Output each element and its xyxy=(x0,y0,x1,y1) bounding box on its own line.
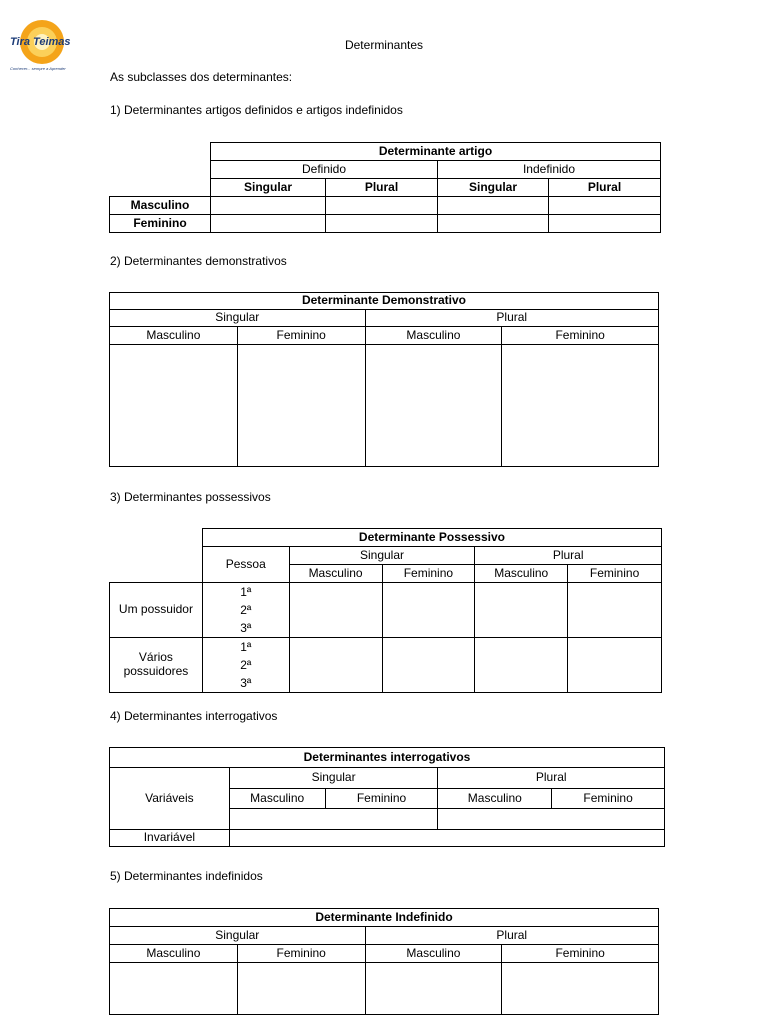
table-artigo xyxy=(109,142,661,233)
demonstrativo-header: Determinante Demonstrativo xyxy=(110,293,659,310)
cell xyxy=(110,963,238,1015)
cell xyxy=(438,809,665,830)
cell xyxy=(237,963,365,1015)
intro-text: As subclasses dos determinantes: xyxy=(110,70,293,84)
col-feminino: Feminino xyxy=(568,565,662,583)
col-masculino: Masculino xyxy=(475,565,568,583)
singular-header: Singular xyxy=(229,768,438,789)
cell xyxy=(229,830,664,847)
singular-header: Singular xyxy=(110,310,366,327)
plural-header: Plural xyxy=(475,547,662,565)
col-plural: Plural xyxy=(326,179,438,197)
plural-header: Plural xyxy=(438,768,665,789)
section-4-heading: 4) Determinantes interrogativos xyxy=(110,709,278,723)
page-title: Determinantes xyxy=(344,38,424,52)
cell xyxy=(289,638,382,693)
cell xyxy=(237,345,365,467)
section-3-heading: 3) Determinantes possessivos xyxy=(110,490,271,504)
col-feminino: Feminino xyxy=(552,789,665,809)
col-masculino: Masculino xyxy=(110,945,238,963)
possessivo-header: Determinante Possessivo xyxy=(202,529,661,547)
col-masculino: Masculino xyxy=(365,327,502,345)
table-interrogativo xyxy=(109,747,665,847)
cell xyxy=(229,809,438,830)
cell xyxy=(326,215,438,233)
singular-header: Singular xyxy=(110,927,366,945)
indefinido-header: Determinante Indefinido xyxy=(110,909,659,927)
pessoa-1: 1ª xyxy=(240,640,252,654)
col-masculino: Masculino xyxy=(289,565,382,583)
section-1-heading: 1) Determinantes artigos definidos e artigos indefinidos xyxy=(110,103,403,117)
cell xyxy=(438,215,549,233)
plural-header: Plural xyxy=(365,310,658,327)
pessoa-2: 2ª xyxy=(240,603,252,617)
row-feminino: Feminino xyxy=(110,215,211,233)
cell xyxy=(211,215,326,233)
pessoa-list xyxy=(202,638,289,693)
pessoa-2: 2ª xyxy=(240,658,252,672)
pessoa-3: 3ª xyxy=(240,676,252,690)
cell xyxy=(438,197,549,215)
cell xyxy=(475,638,568,693)
cell xyxy=(382,583,475,638)
cell xyxy=(549,215,661,233)
logo-name: Tira Teimas xyxy=(10,36,71,48)
cell xyxy=(475,583,568,638)
cell xyxy=(365,963,502,1015)
col-plural: Plural xyxy=(549,179,661,197)
col-feminino: Feminino xyxy=(325,789,438,809)
col-singular: Singular xyxy=(211,179,326,197)
col-feminino: Feminino xyxy=(237,327,365,345)
table-possessivo xyxy=(109,528,662,693)
plural-header: Plural xyxy=(365,927,658,945)
cell xyxy=(568,583,662,638)
cell xyxy=(326,197,438,215)
row-um-possuidor: Um possuidor xyxy=(110,583,203,638)
pessoa-1: 1ª xyxy=(240,585,252,599)
interrogativo-header: Determinantes interrogativos xyxy=(110,748,665,768)
cell xyxy=(502,345,659,467)
col-singular: Singular xyxy=(438,179,549,197)
row-varios-possuidores: Vários possuidores xyxy=(110,638,203,693)
pessoa-3: 3ª xyxy=(240,621,252,635)
col-masculino: Masculino xyxy=(110,327,238,345)
row-invariavel: Invariável xyxy=(110,830,230,847)
cell xyxy=(110,345,238,467)
row-masculino: Masculino xyxy=(110,197,211,215)
cell xyxy=(502,963,659,1015)
table-indefinido xyxy=(109,908,659,1015)
cell xyxy=(289,583,382,638)
section-5-heading: 5) Determinantes indefinidos xyxy=(110,869,263,883)
section-2-heading: 2) Determinantes demonstrativos xyxy=(110,254,287,268)
col-feminino: Feminino xyxy=(502,327,659,345)
pessoa-header: Pessoa xyxy=(202,547,289,583)
table-demonstrativo xyxy=(109,292,659,467)
singular-header: Singular xyxy=(289,547,475,565)
col-masculino: Masculino xyxy=(438,789,552,809)
cell xyxy=(211,197,326,215)
definido-header: Definido xyxy=(211,161,438,179)
col-masculino: Masculino xyxy=(365,945,502,963)
cell xyxy=(568,638,662,693)
cell xyxy=(382,638,475,693)
col-masculino: Masculino xyxy=(229,789,325,809)
row-variaveis: Variáveis xyxy=(110,768,230,830)
col-feminino: Feminino xyxy=(237,945,365,963)
pessoa-list xyxy=(202,583,289,638)
col-feminino: Feminino xyxy=(502,945,659,963)
artigo-header: Determinante artigo xyxy=(211,143,661,161)
indefinido-header: Indefinido xyxy=(438,161,661,179)
cell xyxy=(365,345,502,467)
cell xyxy=(549,197,661,215)
col-feminino: Feminino xyxy=(382,565,475,583)
logo-tagline: Conhecer... sempre a Aprender xyxy=(10,66,66,71)
